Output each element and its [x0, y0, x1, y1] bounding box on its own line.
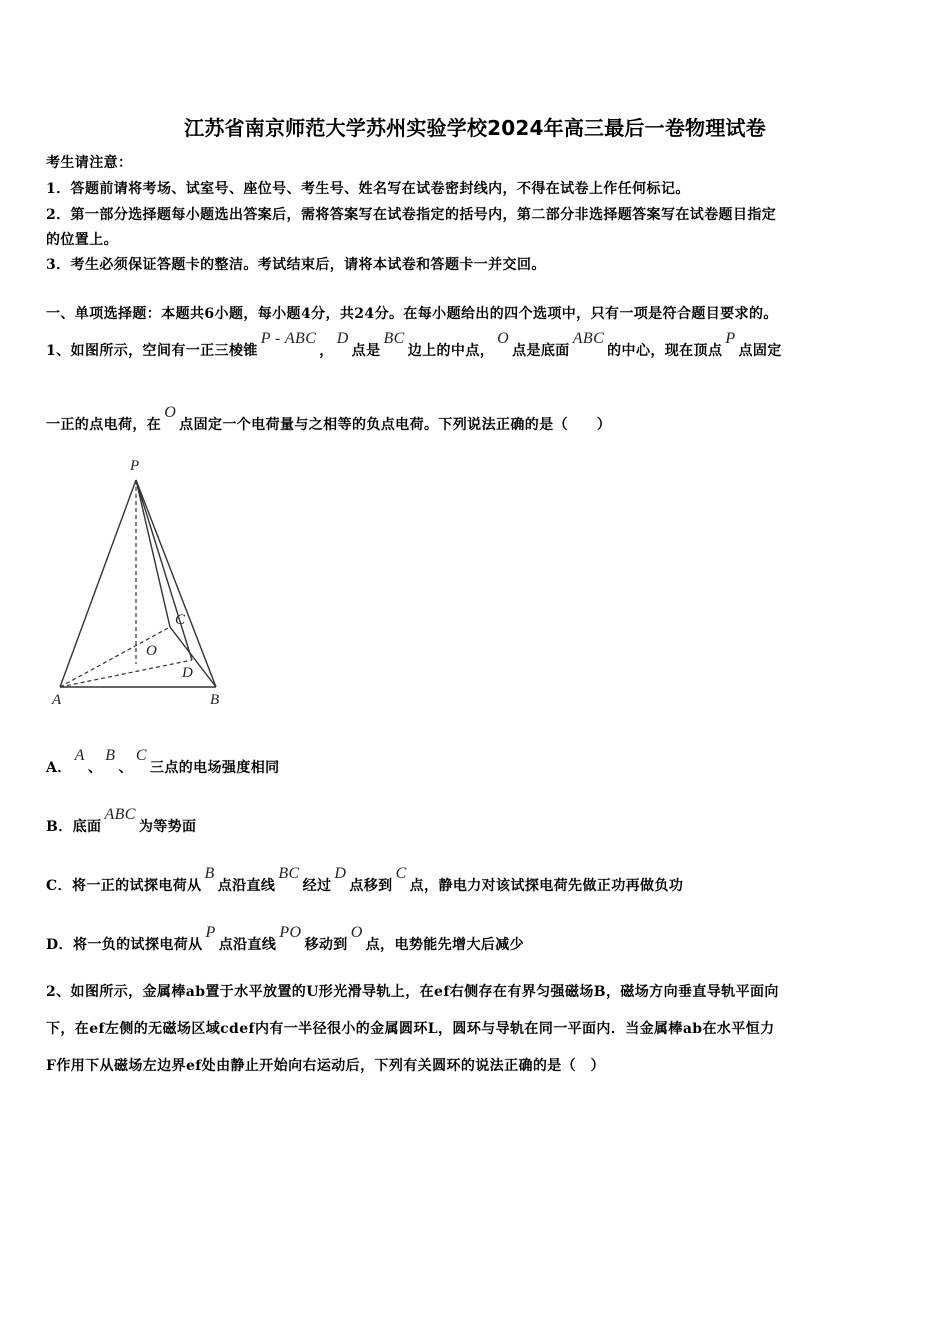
option-text: D．将一负的试探电荷从	[46, 937, 203, 953]
q1-math: ABC	[572, 330, 605, 347]
q1-math: O	[497, 330, 510, 347]
label-p: P	[130, 458, 140, 474]
option-b[interactable]	[46, 806, 197, 836]
question-1-line-1	[46, 330, 782, 360]
line-pd	[136, 480, 192, 660]
q1-text: ，	[319, 343, 334, 359]
option-math: O	[350, 924, 363, 941]
option-math: C	[395, 865, 407, 882]
q1-text: 点是	[351, 343, 381, 359]
option-math: ABC	[104, 806, 136, 823]
pyramid-figure	[40, 452, 240, 712]
option-math: P	[205, 924, 216, 941]
option-text: 为等势面	[138, 819, 197, 835]
edge-cb	[170, 627, 216, 687]
option-math: B	[105, 747, 116, 764]
q1-math: O	[164, 404, 177, 421]
q1-math: D	[336, 330, 349, 347]
option-text: 点，静电力对该试探电荷先做正功再做负功	[409, 878, 684, 894]
option-text: 三点的电场强度相同	[149, 760, 280, 776]
q1-math: P	[725, 330, 736, 347]
q1-text: 点是底面	[512, 343, 570, 359]
notice-heading: 考生请注意：	[46, 155, 133, 171]
q1-math: P - ABC	[260, 330, 317, 347]
option-c[interactable]	[46, 865, 684, 895]
q1-math: BC	[383, 330, 405, 347]
notice-item: 3．考生必须保证答题卡的整洁。考试结束后，请将本试卷和答题卡一并交回。	[46, 257, 546, 273]
q1-text: 的中心，现在顶点	[607, 343, 723, 359]
label-d: D	[182, 665, 193, 681]
q1-text: 点固定	[738, 343, 782, 359]
option-math: A	[74, 747, 85, 764]
q1-text: 一正的点电荷，在	[46, 417, 162, 433]
notice-item: 2．第一部分选择题每小题选出答案后，需将答案写在试卷指定的括号内，第二部分非选择题答案写在试卷题目指定	[46, 207, 777, 223]
option-text: 、	[87, 760, 103, 776]
option-text: B．底面	[46, 819, 102, 835]
option-a[interactable]	[46, 747, 280, 777]
question-2-line: F作用下从磁场左边界ef处由静止开始向右运动后，下列有关圆环的说法正确的是（ ）	[46, 1058, 605, 1074]
label-o: O	[146, 643, 157, 659]
line-ad-hidden	[60, 660, 192, 687]
q1-text: 1、如图所示，空间有一正三棱锥	[46, 343, 258, 359]
label-c: C	[175, 612, 186, 628]
page-title: 江苏省南京师范大学苏州实验学校2024年高三最后一卷物理试卷	[184, 116, 766, 140]
question-1-line-2	[46, 404, 612, 434]
option-math: B	[204, 865, 215, 882]
option-text: A．	[46, 760, 72, 776]
notice-item: 1．答题前请将考场、试室号、座位号、考生号、姓名写在试卷密封线内，不得在试卷上作任何标记。	[46, 181, 690, 197]
option-math: C	[135, 747, 147, 764]
option-text: 点沿直线	[217, 878, 276, 894]
label-a: A	[52, 692, 62, 708]
question-2-line: 2、如图所示，金属棒ab置于水平放置的U形光滑导轨上，在ef右侧存在有界匀强磁场B，磁场方向垂直导轨平面向	[46, 984, 779, 1000]
option-text: 点，电势能先增大后减少	[365, 937, 525, 953]
edge-pa	[60, 480, 136, 687]
option-math: PO	[279, 924, 302, 941]
option-text: 、	[118, 760, 133, 776]
question-2-line: 下，在ef左侧的无磁场区域cdef内有一半径很小的金属圆环L，圆环与导轨在同一平面内．当金属棒ab在水平恒力	[46, 1021, 775, 1037]
label-b: B	[210, 692, 220, 708]
q1-text: 点固定一个电荷量与之相等的负点电荷。下列说法正确的是（ ）	[179, 417, 612, 433]
option-math: BC	[278, 865, 300, 882]
notice-item: 的位置上。	[46, 232, 118, 248]
section-heading: 一、单项选择题：本题共6小题，每小题4分，共24分。在每小题给出的四个选项中，只有一项是符合题目要求的。	[46, 306, 778, 322]
option-d[interactable]	[46, 924, 525, 954]
option-text: C．将一正的试探电荷从	[46, 878, 202, 894]
q1-text: 边上的中点，	[407, 343, 495, 359]
option-math: D	[334, 865, 347, 882]
option-text: 点沿直线	[218, 937, 277, 953]
option-text: 移动到	[304, 937, 348, 953]
option-text: 点移到	[349, 878, 393, 894]
option-text: 经过	[302, 878, 332, 894]
